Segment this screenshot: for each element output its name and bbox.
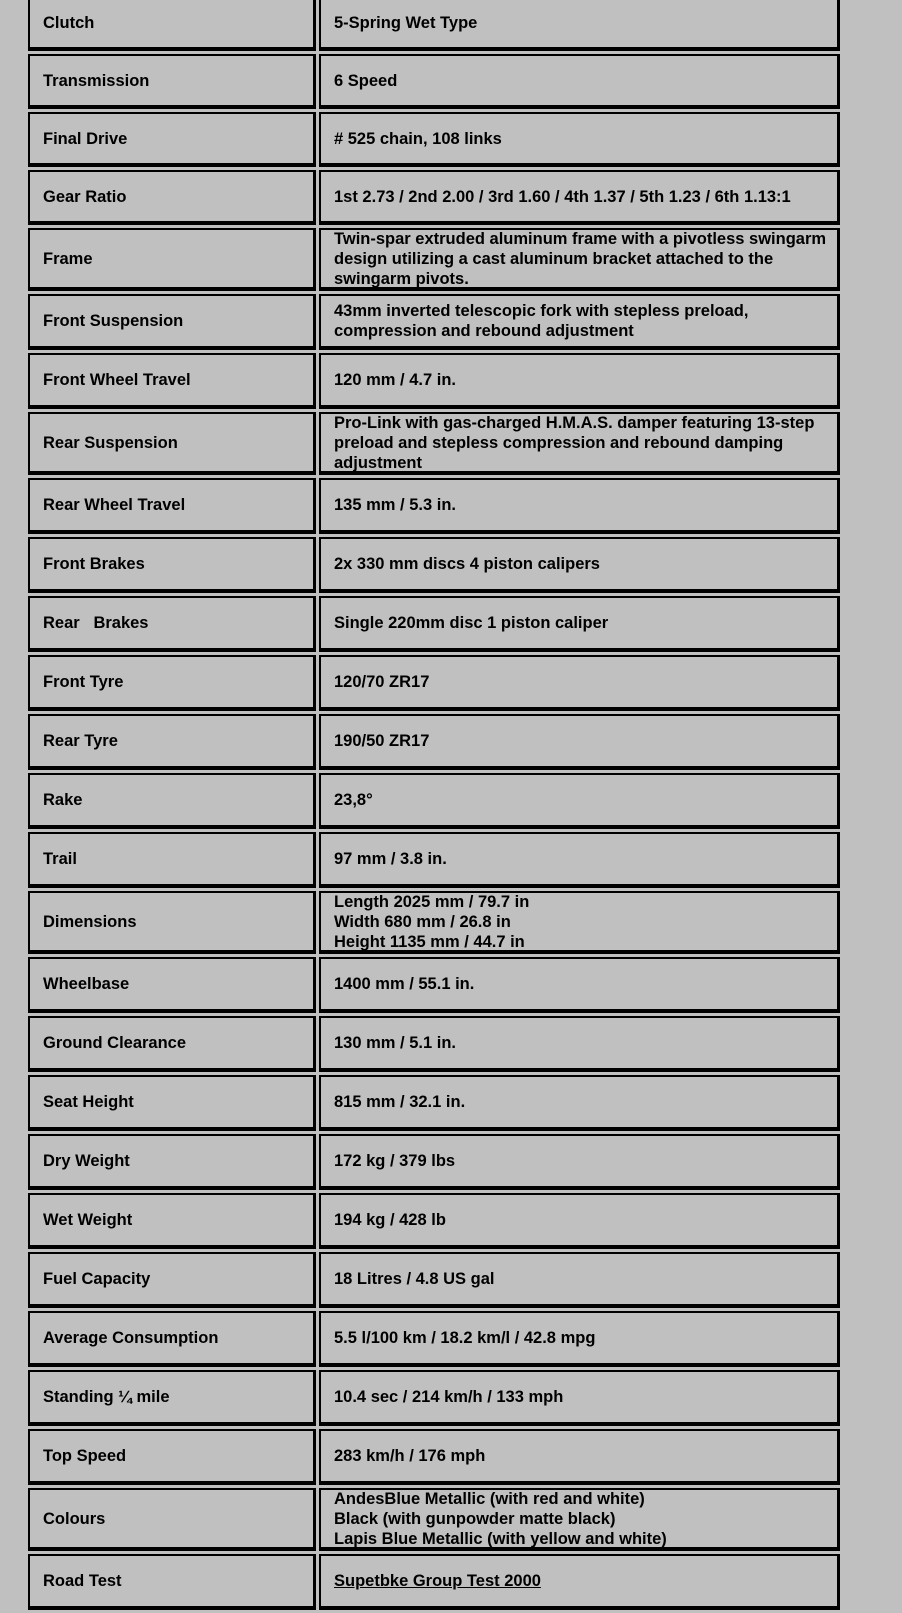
- spec-label: Fuel Capacity: [28, 1252, 316, 1308]
- spec-value: 97 mm / 3.8 in.: [319, 832, 840, 888]
- table-row: [28, 478, 840, 537]
- spec-value: 135 mm / 5.3 in.: [319, 478, 840, 534]
- table-row: [28, 1554, 840, 1613]
- spec-value: 190/50 ZR17: [319, 714, 840, 770]
- spec-label: Front Brakes: [28, 537, 316, 593]
- spec-label: Rear Suspension: [28, 412, 316, 475]
- spec-value: 2x 330 mm discs 4 piston calipers: [319, 537, 840, 593]
- road-test-link-cell[interactable]: [319, 1554, 840, 1610]
- spec-label: Road Test: [28, 1554, 316, 1610]
- spec-label: Ground Clearance: [28, 1016, 316, 1072]
- table-row: [28, 891, 840, 957]
- spec-label: Standing ¼ mile: [28, 1370, 316, 1426]
- table-row: [28, 54, 840, 112]
- spec-label: Front Wheel Travel: [28, 353, 316, 409]
- spec-label: Front Suspension: [28, 294, 316, 350]
- spec-label: Average Consumption: [28, 1311, 316, 1367]
- spec-value: 130 mm / 5.1 in.: [319, 1016, 840, 1072]
- spec-label: Final Drive: [28, 112, 316, 167]
- spec-value: 120/70 ZR17: [319, 655, 840, 711]
- spec-value: Pro-Link with gas-charged H.M.A.S. damper featuring 13-step preload and stepless compression and rebound damping adjustment: [319, 412, 840, 475]
- table-row: [28, 353, 840, 412]
- spec-label: Gear Ratio: [28, 170, 316, 225]
- table-row: [28, 1252, 840, 1311]
- spec-value: 6 Speed: [319, 54, 840, 109]
- table-row: [28, 714, 840, 773]
- spec-label: Dry Weight: [28, 1134, 316, 1190]
- spec-value: 172 kg / 379 lbs: [319, 1134, 840, 1190]
- spec-label: Wet Weight: [28, 1193, 316, 1249]
- table-row: [28, 412, 840, 478]
- table-row: [28, 957, 840, 1016]
- spec-label: Trail: [28, 832, 316, 888]
- spec-value: 23,8°: [319, 773, 840, 829]
- spec-value: 43mm inverted telescopic fork with stepless preload, compression and rebound adjustment: [319, 294, 840, 350]
- spec-label: Front Tyre: [28, 655, 316, 711]
- table-row: [28, 1488, 840, 1554]
- spec-value: Length 2025 mm / 79.7 in Width 680 mm / 26.8 in Height 1135 mm / 44.7 in: [319, 891, 840, 954]
- spec-label: Clutch: [28, 0, 316, 51]
- spec-value: 10.4 sec / 214 km/h / 133 mph: [319, 1370, 840, 1426]
- table-row: [28, 773, 840, 832]
- table-row: [28, 655, 840, 714]
- spec-value: 283 km/h / 176 mph: [319, 1429, 840, 1485]
- spec-value: 120 mm / 4.7 in.: [319, 353, 840, 409]
- spec-label: Rear Tyre: [28, 714, 316, 770]
- spec-label: Seat Height: [28, 1075, 316, 1131]
- spec-label: Wheelbase: [28, 957, 316, 1013]
- spec-value: Twin-spar extruded aluminum frame with a pivotless swingarm design utilizing a cast aluminum bracket attached to the swingarm pivots.: [319, 228, 840, 291]
- table-row: [28, 596, 840, 655]
- table-row: [28, 1429, 840, 1488]
- table-row: [28, 0, 840, 54]
- spec-value: 815 mm / 32.1 in.: [319, 1075, 840, 1131]
- table-row: [28, 537, 840, 596]
- table-row: [28, 170, 840, 228]
- spec-value: 194 kg / 428 lb: [319, 1193, 840, 1249]
- table-row: [28, 294, 840, 353]
- spec-value: 5.5 l/100 km / 18.2 km/l / 42.8 mpg: [319, 1311, 840, 1367]
- table-row: [28, 1134, 840, 1193]
- spec-value: 5-Spring Wet Type: [319, 0, 840, 51]
- spec-label: Transmission: [28, 54, 316, 109]
- spec-label: Frame: [28, 228, 316, 291]
- spec-value: 18 Litres / 4.8 US gal: [319, 1252, 840, 1308]
- spec-label: Colours: [28, 1488, 316, 1551]
- spec-label: Rake: [28, 773, 316, 829]
- spec-label: Rear Brakes: [28, 596, 316, 652]
- table-row: [28, 832, 840, 891]
- table-row: [28, 228, 840, 294]
- spec-label: Rear Wheel Travel: [28, 478, 316, 534]
- spec-value: AndesBlue Metallic (with red and white) Black (with gunpowder matte black) Lapis Blue Metallic (with yellow and white): [319, 1488, 840, 1551]
- table-row: [28, 1193, 840, 1252]
- spec-value: Single 220mm disc 1 piston caliper: [319, 596, 840, 652]
- table-row: [28, 1075, 840, 1134]
- table-row: [28, 1016, 840, 1075]
- spec-table: [28, 0, 840, 1613]
- table-row: [28, 112, 840, 170]
- spec-label: Dimensions: [28, 891, 316, 954]
- spec-value: 1400 mm / 55.1 in.: [319, 957, 840, 1013]
- spec-value: # 525 chain, 108 links: [319, 112, 840, 167]
- road-test-link[interactable]: Supetbke Group Test 2000: [334, 1572, 541, 1590]
- table-row: [28, 1311, 840, 1370]
- table-row: [28, 1370, 840, 1429]
- spec-label: Top Speed: [28, 1429, 316, 1485]
- spec-value: 1st 2.73 / 2nd 2.00 / 3rd 1.60 / 4th 1.37 / 5th 1.23 / 6th 1.13:1: [319, 170, 840, 225]
